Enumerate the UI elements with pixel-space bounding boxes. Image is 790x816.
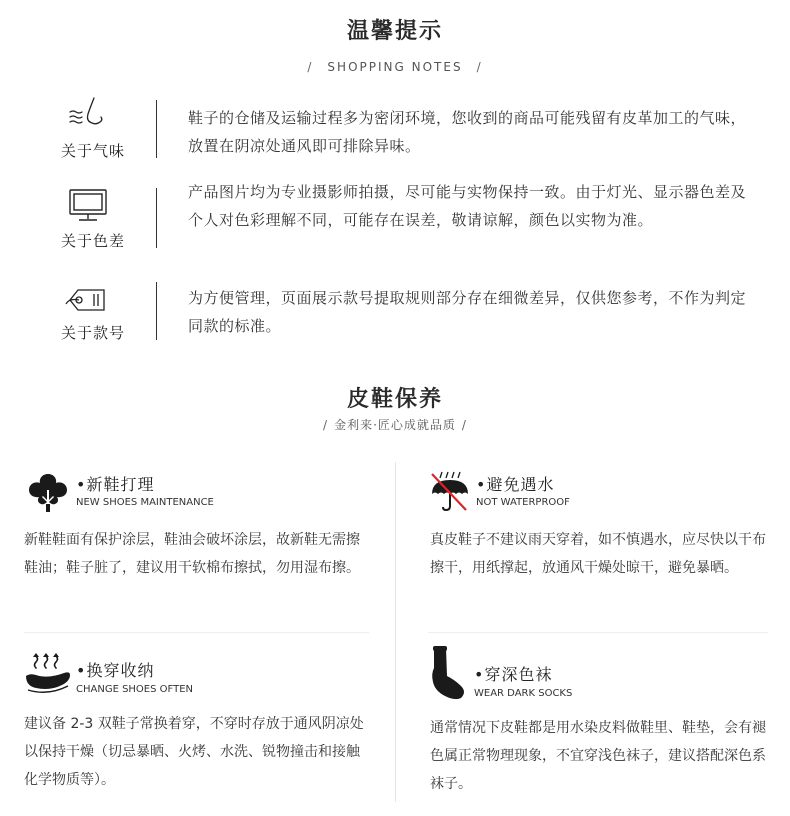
care-title: •穿深色袜 [474,665,553,684]
note-label: 关于气味 [60,142,125,160]
care-text: 建议备 2-3 双鞋子常换着穿，不穿时存放于通风阴凉处以保持干燥（切忌暴晒、火烤、水洗、锐物撞击和接触化学物质等）。 [24,716,364,788]
care-title: •换穿收纳 [76,661,155,680]
subtitle-slash-right: / [476,60,483,74]
note-divider [156,100,157,158]
note-smell [40,96,760,164]
tag-icon [64,280,114,320]
no-umbrella-icon [428,470,476,514]
care-title: •新鞋打理 [76,475,155,494]
row-divider-right [428,632,768,633]
tree-icon [24,470,72,514]
subtitle-text: 金利来·匠心成就品质 [334,418,456,432]
care-subtitle-en: WEAR DARK SOCKS [474,688,573,699]
section-title-notes: 温馨提示 [346,19,443,44]
monitor-icon [64,186,114,226]
note-label: 关于款号 [60,324,125,342]
care-subtitle-en: CHANGE SHOES OFTEN [76,684,194,695]
note-label: 关于色差 [60,232,125,250]
row-divider-left [24,632,369,633]
subtitle-slash-left: / [307,60,314,74]
care-title: •避免遇水 [476,475,555,494]
section-subtitle-care [0,416,790,433]
smell-icon [64,96,114,136]
note-divider [156,188,157,248]
care-text: 真皮鞋子不建议雨天穿着，如不慎遇水，应尽快以干布擦干，用纸撑起，放通风干燥处晾干，避免暴晒。 [430,532,766,576]
note-text: 为方便管理，页面展示款号提取规则部分存在细微差异，仅供您参考，不作为判定同款的标准。 [188,289,747,335]
sock-icon [424,644,472,702]
ventilation-icon [24,652,72,696]
column-divider [395,462,396,802]
subtitle-text: SHOPPING NOTES [327,60,463,74]
note-color [40,184,760,256]
note-text: 产品图片均为专业摄影师拍摄，尽可能与实物保持一致。由于灯光、显示器色差及个人对色彩理解不同，可能存在误差，敬请谅解，颜色以实物为准。 [188,183,747,229]
note-style-number [40,280,760,344]
section-subtitle-notes [0,60,790,74]
subtitle-slash-left: / [323,418,329,432]
note-text: 鞋子的仓储及运输过程多为密闭环境，您收到的商品可能残留有皮革加工的气味，放置在阴凉处通风即可排除异味。 [188,109,747,155]
section-title-care: 皮鞋保养 [346,387,443,412]
care-subtitle-en: NOT WATERPROOF [476,497,570,508]
subtitle-slash-right: / [461,418,467,432]
care-text: 通常情况下皮鞋都是用水染皮料做鞋里、鞋垫，会有褪色属正常物理现象，不宜穿浅色袜子，建议搭配深色系袜子。 [430,720,766,792]
care-subtitle-en: NEW SHOES MAINTENANCE [76,497,214,508]
note-divider [156,282,157,340]
care-text: 新鞋鞋面有保护涂层，鞋油会破坏涂层，故新鞋无需擦鞋油；鞋子脏了，建议用干软棉布擦拭，勿用湿布擦。 [24,532,360,576]
